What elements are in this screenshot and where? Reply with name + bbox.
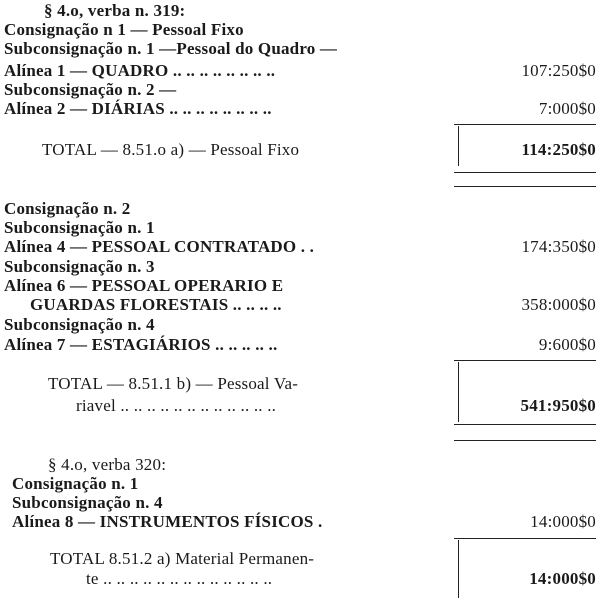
alinea-value: 9:600$0 xyxy=(538,335,596,354)
s3-total-line xyxy=(0,550,602,568)
subconsignacao-label: Subconsignação n. 1 xyxy=(4,218,155,237)
alinea-value: 107:250$0 xyxy=(521,61,596,80)
alinea-value: 7:000$0 xyxy=(538,99,596,118)
alinea-value: 14:000$0 xyxy=(530,512,596,531)
total-value: 114:250$0 xyxy=(521,140,596,159)
s3-subconsignacao-line xyxy=(0,494,602,512)
s2-subconsignacao-4-line xyxy=(0,316,602,334)
alinea-label: Alínea 2 — DIÁRIAS .. .. .. .. .. .. .. .. xyxy=(4,99,272,118)
alinea-value: 174:350$0 xyxy=(521,237,596,256)
total-label: TOTAL 8.51.2 a) Material Permanen- xyxy=(50,549,315,568)
alinea-label: Alínea 4 — PESSOAL CONTRATADO . . xyxy=(4,237,315,256)
subconsignacao-label: Subconsignação n. 2 — xyxy=(4,80,177,99)
s2-alinea-4-line xyxy=(0,238,602,256)
alinea-value: 358:000$0 xyxy=(521,295,596,314)
consignacao-label: Consignação n. 1 xyxy=(12,474,139,493)
s2-consignacao-line xyxy=(0,200,602,218)
s2-subconsignacao-1-line xyxy=(0,219,602,237)
alinea-label-continuation: GUARDAS FLORESTAIS .. .. .. .. xyxy=(30,295,282,314)
total-rule xyxy=(454,424,596,425)
alinea-label: Alínea 8 — INSTRUMENTOS FÍSICOS . xyxy=(12,512,323,531)
subconsignacao-label: Subconsignação n. 4 xyxy=(12,493,163,512)
total-label: TOTAL — 8.51.o a) — Pessoal Fixo xyxy=(42,140,300,159)
total-label-continuation: riavel .. .. .. .. .. .. .. .. .. .. .. .. xyxy=(76,396,277,415)
subtotal-rule xyxy=(454,538,596,539)
total-label-continuation: te .. .. .. .. .. .. .. .. .. .. .. .. .. xyxy=(86,569,273,588)
s1-total-line xyxy=(0,141,602,159)
s1-heading-line xyxy=(0,2,602,20)
s3-alinea-8-line xyxy=(0,513,602,531)
total-value: 541:950$0 xyxy=(520,396,596,415)
total-label: TOTAL — 8.51.1 b) — Pessoal Va- xyxy=(48,374,299,393)
s1-consignacao-line xyxy=(0,21,602,39)
consignacao-label: Consignação n. 2 xyxy=(4,199,131,218)
alinea-label: Alínea 1 — QUADRO .. .. .. .. .. .. .. .. xyxy=(4,61,276,80)
s1-subconsignacao-1-line xyxy=(0,40,602,58)
s2-total-line xyxy=(0,375,602,393)
subtotal-rule xyxy=(454,360,596,361)
column-divider xyxy=(458,540,459,598)
s2-alinea-6-continuation-line xyxy=(0,296,602,314)
subconsignacao-label: Subconsignação n. 3 xyxy=(4,257,155,276)
s2-alinea-6-line xyxy=(0,277,602,295)
total-value: 14:000$0 xyxy=(529,569,596,588)
s1-alinea-1-line xyxy=(0,62,602,80)
s1-subconsignacao-2-line xyxy=(0,81,602,99)
s2-subconsignacao-3-line xyxy=(0,258,602,276)
s2-total-continuation-line xyxy=(0,397,602,415)
alinea-label: Alínea 6 — PESSOAL OPERARIO E xyxy=(4,276,284,295)
total-double-rule xyxy=(454,186,596,187)
s3-heading-line xyxy=(0,456,602,474)
subconsignacao-label: Subconsignação n. 1 —Pessoal do Quadro — xyxy=(4,39,338,58)
total-rule xyxy=(454,172,596,173)
section-heading: § 4.o, verba n. 319: xyxy=(44,1,186,20)
subconsignacao-label: Subconsignação n. 4 xyxy=(4,315,155,334)
s3-consignacao-line xyxy=(0,475,602,493)
alinea-label: Alínea 7 — ESTAGIÁRIOS .. .. .. .. .. xyxy=(4,335,278,354)
s3-total-continuation-line xyxy=(0,570,602,588)
consignacao-label: Consignação n 1 — Pessoal Fixo xyxy=(4,20,244,39)
section-heading: § 4.o, verba 320: xyxy=(48,455,167,474)
s1-alinea-2-line xyxy=(0,100,602,118)
total-double-rule xyxy=(454,440,596,441)
subtotal-rule xyxy=(454,124,596,125)
s2-alinea-7-line xyxy=(0,336,602,354)
